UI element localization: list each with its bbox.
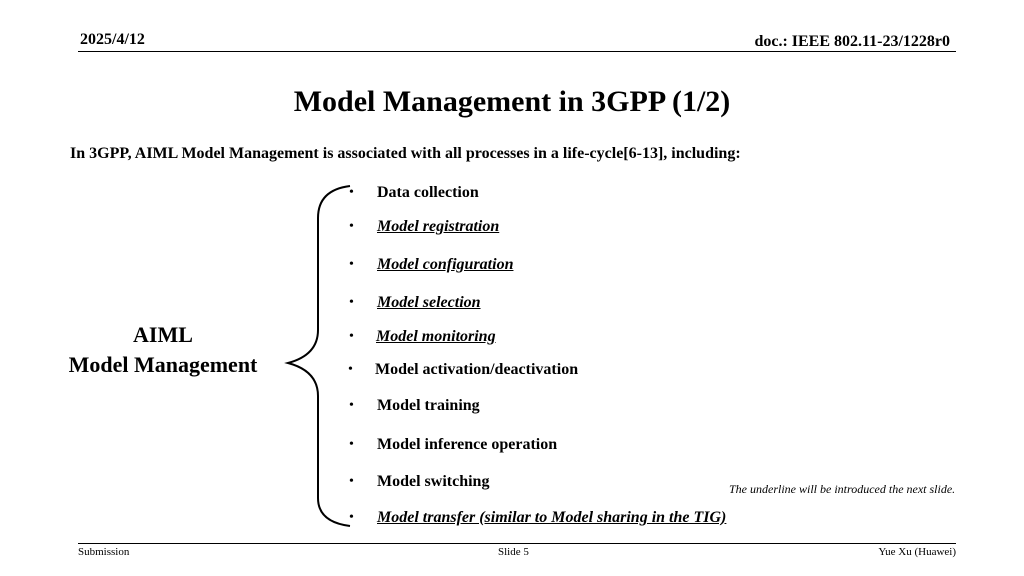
footer-divider	[78, 543, 956, 544]
bullet-dot: •	[349, 295, 354, 310]
footer-submission: Submission	[78, 546, 130, 558]
header-divider	[78, 51, 956, 52]
bullet-dot: •	[348, 362, 353, 377]
slide-title: Model Management in 3GPP (1/2)	[293, 85, 731, 118]
bullet-dot: •	[349, 437, 354, 452]
bullet-text: Model switching	[377, 473, 490, 490]
bullet-text: Model monitoring	[376, 328, 496, 345]
bullet-text: Model configuration	[377, 256, 514, 273]
bullet-text: Data collection	[377, 184, 479, 201]
underline-note: The underline will be introduced the next slide.	[729, 482, 956, 496]
bullet-text: Model registration	[377, 218, 500, 235]
footer-slide-number: Slide 5	[498, 546, 529, 558]
label-line-2: Model Management	[68, 352, 258, 377]
bullet-text: Model selection	[377, 294, 481, 311]
header-date: 2025/4/12	[80, 31, 145, 48]
bullet-dot: •	[349, 185, 354, 200]
bullet-dot: •	[349, 219, 354, 234]
bullet-dot: •	[349, 329, 354, 344]
aiml-model-management-label	[40, 320, 286, 380]
bullet-dot: •	[349, 398, 354, 413]
header-doc-id: doc.: IEEE 802.11-23/1228r0	[754, 33, 950, 50]
bullet-dot: •	[349, 474, 354, 489]
label-line-1: AIML	[133, 322, 193, 347]
footer-author: Yue Xu (Huawei)	[878, 546, 956, 558]
bullet-text: Model transfer (similar to Model sharing in the TIG)	[377, 509, 727, 526]
bullet-dot: •	[349, 257, 354, 272]
bullet-text: Model activation/deactivation	[375, 361, 579, 378]
intro-text: In 3GPP, AIML Model Management is associated with all processes in a life-cycle[6-13], including:	[70, 145, 741, 162]
bullet-text: Model inference operation	[377, 436, 558, 453]
bullet-dot: •	[349, 510, 354, 525]
curly-brace	[280, 180, 360, 530]
bullet-text: Model training	[377, 397, 480, 414]
